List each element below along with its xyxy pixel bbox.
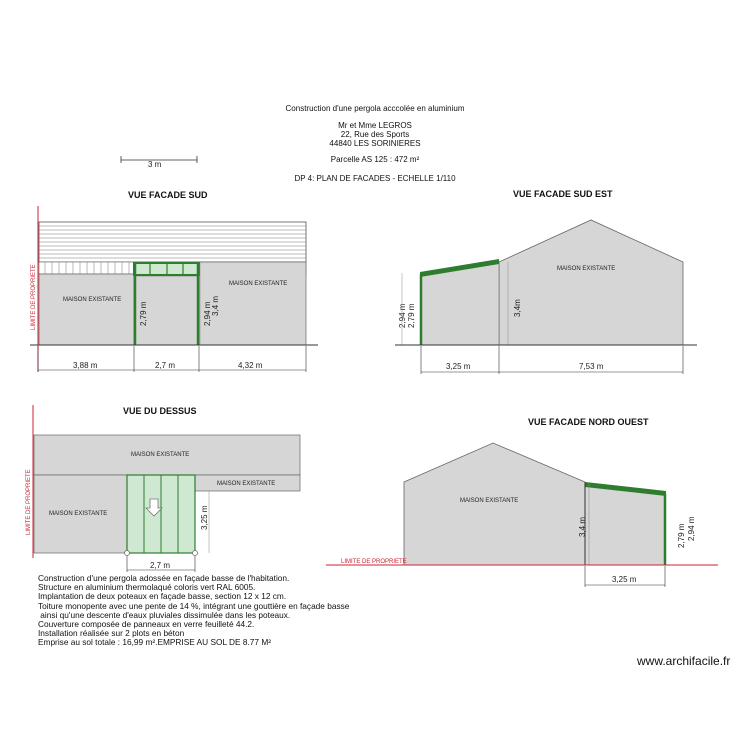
limite-label: LIMITE DE PROPRIETE [341, 559, 407, 565]
project-title: Construction d'une pergola acccolée en aluminium [285, 104, 465, 113]
maison-label: MAISON EXISTANTE [557, 266, 616, 272]
dim-388: 3,88 m [73, 361, 98, 370]
dim-325: 3,25 m [612, 575, 637, 584]
note-line: Installation réalisée sur 2 plots en béton [38, 628, 185, 639]
plan-title: DP 4: PLAN DE FACADES - ECHELLE 1/110 [294, 174, 456, 183]
view-title-dessus: VUE DU DESSUS [123, 406, 197, 416]
dim-325: 3,25 m [446, 362, 471, 371]
maison-label: MAISON EXISTANTE [63, 297, 122, 303]
view-title-sud: VUE FACADE SUD [128, 190, 208, 200]
dim-279: 2,79 m [407, 303, 416, 328]
facade-sud [30, 206, 318, 372]
facade-sud-est [395, 220, 697, 374]
note-line: Implantation de deux poteaux en façade basse, section 12 x 12 cm. [38, 591, 287, 602]
note-line: Emprise au sol totale : 16,99 m².EMPRISE AU SOL DE 8.77 M² [38, 637, 272, 648]
scale-bar [121, 156, 197, 169]
dim-432: 4,32 m [238, 361, 263, 370]
brand-watermark: www.archifacile.fr [637, 654, 731, 668]
maison-label: MAISON EXISTANTE [217, 481, 276, 487]
project-notes [38, 574, 438, 648]
dim-753: 7,53 m [579, 362, 604, 371]
note-line: Toiture monopente avec une pente de 14 %, intégrant une gouttière en façade basse [38, 600, 350, 611]
dim-27: 2,7 m [155, 361, 176, 370]
scale-bar-label: 3 m [148, 160, 162, 169]
note-line: Structure en aluminium thermolaqué coloris vert RAL 6005. [38, 582, 256, 593]
facade-nord-ouest [326, 443, 718, 587]
limite-label: LIMITE DE PROPRIETE [26, 469, 32, 535]
client-name: Mr et Mme LEGROS [338, 121, 412, 130]
maison-label: MAISON EXISTANTE [131, 452, 190, 458]
dim-279: 2,79 m [139, 301, 148, 326]
note-line: ainsi qu'une descente d'eaux pluviales dissimulée dans les poteaux. [38, 609, 291, 620]
maison-label: MAISON EXISTANTE [460, 498, 519, 504]
dim-27: 2,7 m [150, 561, 171, 570]
dim-34: 3,4 m [211, 295, 220, 316]
limite-label: LIMITE DE PROPRIETE [31, 264, 37, 330]
maison-label: MAISON EXISTANTE [229, 281, 288, 287]
note-line: Construction d'une pergola adossée en façade basse de l'habitation. [38, 573, 290, 583]
note-line: Couverture composée de panneaux en verre feuilleté 44.2. [38, 619, 255, 630]
view-title-sud-est: VUE FACADE SUD EST [513, 189, 613, 199]
maison-label: MAISON EXISTANTE [49, 511, 108, 517]
wall-left-sud [39, 274, 134, 345]
dim-34: 3,4m [513, 299, 522, 317]
client-street: 22, Rue des Sports [340, 130, 410, 139]
client-city: 44840 LES SORINIERES [329, 139, 421, 148]
parcel-info: Parcelle AS 125 : 472 m² [330, 155, 420, 164]
post-marker-icon [125, 551, 130, 556]
post-marker-icon [193, 551, 198, 556]
house-gable-nord-ouest [404, 443, 585, 565]
dim-294: 2,94 m [398, 303, 407, 328]
dim-34: 3,4 m [578, 516, 587, 537]
view-title-nord-ouest: VUE FACADE NORD OUEST [528, 417, 649, 427]
vue-dessus [26, 405, 300, 572]
dim-294: 2,94 m [687, 516, 696, 541]
dim-279: 2,79 m [677, 523, 686, 548]
dim-294: 2,94 m [203, 301, 212, 326]
house-gable-sud-est [499, 220, 683, 345]
dim-325: 3,25 m [200, 505, 209, 530]
